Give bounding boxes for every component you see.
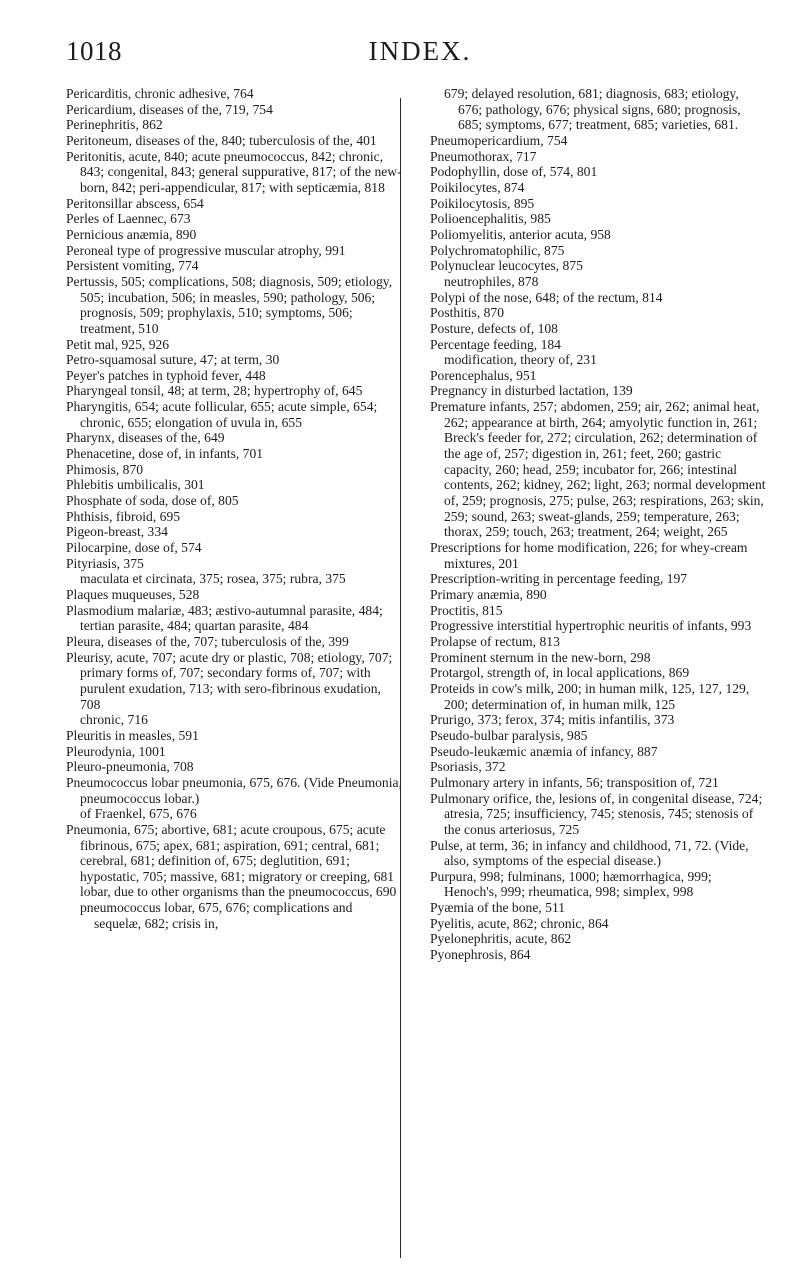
- index-entry: Pleura, diseases of the, 707; tuberculosis of the, 399: [66, 633, 349, 649]
- index-entry: Pilocarpine, dose of, 574: [66, 540, 202, 556]
- index-entry: Porencephalus, 951: [430, 367, 537, 383]
- index-entry: Peritonsillar abscess, 654: [66, 195, 204, 211]
- index-entry: Polypi of the nose, 648; of the rectum, 814: [430, 289, 663, 305]
- index-entry: Percentage feeding, 184: [430, 336, 561, 352]
- index-entry: Polynuclear leucocytes, 875: [430, 258, 583, 274]
- index-entry: Phenacetine, dose of, in infants, 701: [66, 446, 264, 462]
- index-entry: Prominent sternum in the new-born, 298: [430, 649, 651, 665]
- index-entry: Pyelitis, acute, 862; chronic, 864: [430, 915, 609, 931]
- index-entry: Phlebitis umbilicalis, 301: [66, 477, 205, 493]
- index-entry: Pernicious anæmia, 890: [66, 226, 197, 242]
- index-entry: Progressive interstitial hypertrophic neuritis of infants, 993: [430, 618, 752, 634]
- index-entry: Protargol, strength of, in local applications, 869: [430, 665, 690, 681]
- index-entry: Pulmonary orifice, the, lesions of, in congenital disease, 724; atresia, 725; insufficiency, 745; stenosis, 745; stenosis of the conus arteriosus, 725: [430, 790, 763, 837]
- index-subentry: 679; delayed resolution, 681; diagnosis, 683; etiology, 676; pathology, 676; physical signs, 680; prognosis, 685; symptoms, 677; treatment, 685; varieties, 681.: [444, 86, 741, 133]
- page-header: [66, 36, 734, 76]
- index-entry: Pleurodynia, 1001: [66, 743, 166, 759]
- index-subentry: maculata et circinata, 375; rosea, 375; rubra, 375: [80, 571, 346, 587]
- index-entry: Pleurisy, acute, 707; acute dry or plastic, 708; etiology, 707; primary forms of, 707; secondary forms of, 707; with purulent exudation, 713; with sero-fibrinous exudation, 708: [66, 649, 393, 712]
- index-entry: Purpura, 998; fulminans, 1000; hæmorrhagica, 999; Henoch's, 999; rheumatica, 998; simplex, 998: [430, 868, 712, 900]
- index-subentry: chronic, 716: [80, 712, 148, 728]
- index-entry: Peyer's patches in typhoid fever, 448: [66, 367, 266, 383]
- index-subentry: pneumococcus lobar, 675, 676; complications and sequelæ, 682; crisis in,: [80, 900, 353, 931]
- index-entry: Pulse, at term, 36; in infancy and childhood, 71, 72. (Vide, also, symptoms of the especial disease.): [430, 837, 749, 869]
- index-entry: Proteids in cow's milk, 200; in human milk, 125, 127, 129, 200; determination of, in human milk, 125: [430, 680, 750, 712]
- index-entry: Pneumonia, 675; abortive, 681; acute croupous, 675; acute fibrinous, 675; apex, 681; aspiration, 691; central, 681; cerebral, 681; definition of, 675; deglutition, 691; hypostatic, 705; massive, 681; migratory or creeping, 681: [66, 821, 395, 884]
- index-entry: Pharyngeal tonsil, 48; at term, 28; hypertrophy of, 645: [66, 383, 363, 399]
- index-entry: Pneumothorax, 717: [430, 148, 537, 164]
- index-entry: Podophyllin, dose of, 574, 801: [430, 164, 598, 180]
- index-entry: Pseudo-bulbar paralysis, 985: [430, 727, 588, 743]
- index-entry: Persistent vomiting, 774: [66, 258, 199, 274]
- index-entry: Prurigo, 373; ferox, 374; mitis infantilis, 373: [430, 712, 675, 728]
- index-entry: Petro-squamosal suture, 47; at term, 30: [66, 352, 280, 368]
- index-entry: Plaques muqueuses, 528: [66, 587, 200, 602]
- right-column: [424, 86, 766, 963]
- index-entry: Prescription-writing in percentage feeding, 197: [430, 571, 688, 587]
- index-subentry: of Fraenkel, 675, 676: [80, 806, 197, 822]
- index-columns: [66, 86, 766, 963]
- index-entry: Pulmonary artery in infants, 56; transposition of, 721: [430, 774, 719, 790]
- index-entry: Phthisis, fibroid, 695: [66, 508, 181, 524]
- index-entry: Poikilocytosis, 895: [430, 195, 535, 211]
- index-entry: Petit mal, 925, 926: [66, 336, 170, 352]
- index-entry: Pleuritis in measles, 591: [66, 727, 199, 743]
- index-entry: Peritoneum, diseases of the, 840; tuberculosis of the, 401: [66, 132, 377, 148]
- index-entry: Pharynx, diseases of the, 649: [66, 430, 225, 446]
- index-entry: Pertussis, 505; complications, 508; diagnosis, 509; etiology, 505; incubation, 506; in measles, 590; pathology, 506; prognosis, 509; prophylaxis, 510; symptoms, 506; treatment, 510: [66, 273, 393, 336]
- index-entry: Peritonitis, acute, 840; acute pneumococcus, 842; chronic, 843; congenital, 843; general suppurative, 817; of the new-born, 842; peri-appendicular, 817; with septicæmia, 818: [66, 148, 402, 195]
- index-entry: Psoriasis, 372: [430, 759, 506, 775]
- index-entry: Poikilocytes, 874: [430, 179, 525, 195]
- index-entry: Pseudo-leukæmic anæmia of infancy, 887: [430, 743, 658, 759]
- index-entry: Primary anæmia, 890: [430, 587, 547, 602]
- index-entry: Pneumopericardium, 754: [430, 132, 568, 148]
- running-title: INDEX.: [368, 36, 472, 66]
- index-entry: Pneumococcus lobar pneumonia, 675, 676. (Vide Pneumonia, pneumococcus lobar.): [66, 774, 402, 806]
- index-entry: Pericardium, diseases of the, 719, 754: [66, 101, 273, 117]
- index-entry: Pyelonephritis, acute, 862: [430, 931, 572, 947]
- index-entry: Pericarditis, chronic adhesive, 764: [66, 86, 254, 101]
- index-entry: Prolapse of rectum, 813: [430, 633, 560, 649]
- index-entry: Premature infants, 257; abdomen, 259; air, 262; animal heat, 262; appearance at birth, 264; amyolytic function in, 261; Breck's feeder for, 272; circulation, 262; determination of the age of, 257; digestion in, 261; feet, 260; gastric capacity, 260; head, 259; incubator for, 266; intestinal contents, 262; kidney, 262; light, 263; normal development of, 259; prognosis, 275; pulse, 263; respirations, 263; skin, 259; sound, 263; sweat-glands, 259; temperature, 263; thorax, 259; touch, 263; treatment, 264; weight, 265: [430, 399, 766, 540]
- index-entry: Pharyngitis, 654; acute follicular, 655; acute simple, 654; chronic, 655; elongation of uvula in, 655: [66, 399, 378, 430]
- index-entry: Pyæmia of the bone, 511: [430, 900, 566, 916]
- index-entry: Posthitis, 870: [430, 305, 505, 321]
- index-subentry: neutrophiles, 878: [444, 273, 539, 289]
- index-subentry: modification, theory of, 231: [444, 352, 597, 368]
- index-entry: Polychromatophilic, 875: [430, 242, 565, 258]
- left-column: [66, 86, 402, 963]
- index-entry: Plasmodium malariæ, 483; æstivo-autumnal parasite, 484; tertian parasite, 484; quartan parasite, 484: [66, 602, 383, 634]
- index-entry: Peroneal type of progressive muscular atrophy, 991: [66, 242, 346, 258]
- index-entry: Pleuro-pneumonia, 708: [66, 759, 194, 775]
- index-entry: Posture, defects of, 108: [430, 320, 558, 336]
- index-entry: Pigeon-breast, 334: [66, 524, 168, 540]
- index-entry: Pyonephrosis, 864: [430, 947, 531, 963]
- index-entry: Perinephritis, 862: [66, 117, 163, 133]
- index-entry: Phimosis, 870: [66, 461, 144, 477]
- index-entry: Proctitis, 815: [430, 602, 503, 618]
- index-entry: Pregnancy in disturbed lactation, 139: [430, 383, 633, 399]
- index-entry: Pityriasis, 375: [66, 555, 144, 571]
- index-entry: Phosphate of soda, dose of, 805: [66, 493, 239, 509]
- index-entry: Perles of Laennec, 673: [66, 211, 191, 227]
- index-entry: Poliomyelitis, anterior acuta, 958: [430, 226, 611, 242]
- page-number: 1018: [66, 36, 122, 66]
- index-entry: Polioencephalitis, 985: [430, 211, 551, 227]
- index-subentry: lobar, due to other organisms than the pneumococcus, 690: [80, 884, 397, 900]
- index-entry: Prescriptions for home modification, 226; for whey-cream mixtures, 201: [430, 540, 748, 571]
